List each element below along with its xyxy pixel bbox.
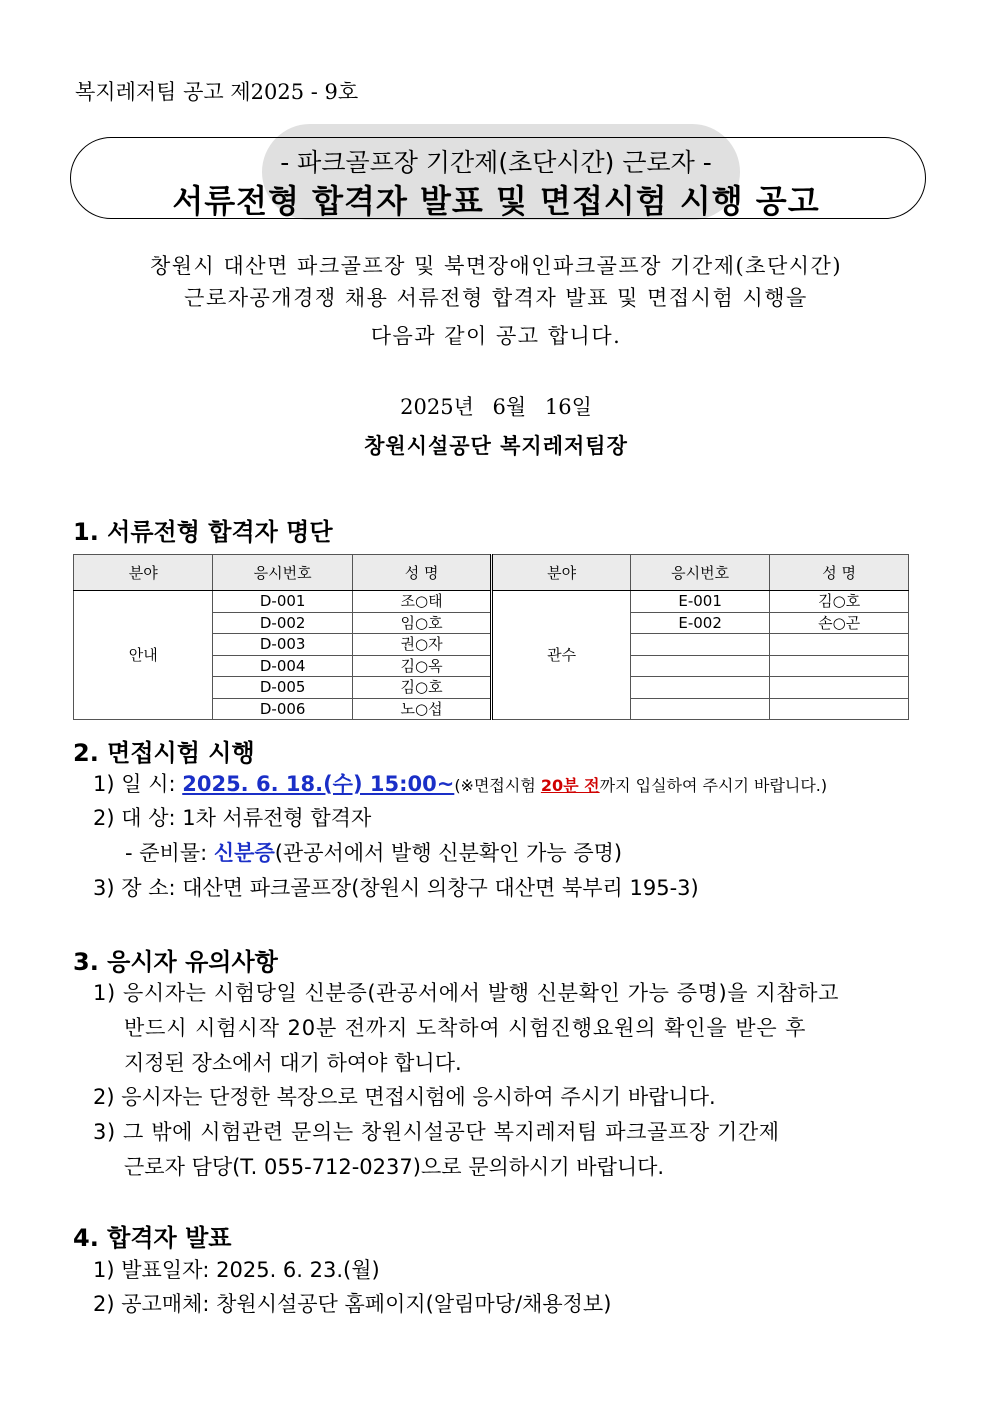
number-cell (630, 655, 769, 677)
number-cell (630, 677, 769, 699)
number-cell: D-003 (213, 634, 352, 656)
header-name: 성 명 (770, 555, 909, 591)
notice-item-2: 2) 응시자는 단정한 복장으로 면접시험에 응시하여 주시기 바랍니다. (93, 1085, 716, 1109)
number-cell: D-005 (213, 677, 352, 699)
number-cell: D-004 (213, 655, 352, 677)
number-cell: E-002 (630, 612, 769, 634)
name-cell: 노○섭 (352, 698, 491, 720)
intro-line-1: 창원시 대산면 파크골프장 및 북면장애인파크골프장 기간제(초단시간) (149, 254, 843, 278)
passer-table (73, 554, 909, 720)
number-cell: D-002 (213, 612, 352, 634)
notice-item-3: 3) 그 밖에 시험관련 문의는 창원시설공단 복지레저팀 파크골프장 기간제 (93, 1120, 780, 1144)
header-field: 분야 (74, 555, 213, 591)
page-title: 서류전형 합격자 발표 및 면접시험 시행 공고 (172, 182, 820, 220)
number-cell: D-001 (213, 591, 352, 613)
number-cell (630, 698, 769, 720)
header-name: 성 명 (352, 555, 491, 591)
name-cell (770, 634, 909, 656)
name-cell: 권○자 (352, 634, 491, 656)
issuer: 창원시설공단 복지레저팀장 (364, 433, 628, 458)
name-cell: 손○곤 (770, 612, 909, 634)
notice-number: 복지레저팀 공고 제2025 - 9호 (75, 80, 359, 104)
announce-date: 1) 발표일자: 2025. 6. 23.(월) (93, 1258, 380, 1282)
number-cell (630, 634, 769, 656)
interview-place: 3) 장 소: 대산면 파크골프장(창원시 의창구 대산면 북부리 195-3) (93, 876, 699, 900)
prep-label: - 준비물: (125, 841, 214, 865)
section-4-heading: 4. 합격자 발표 (73, 1224, 232, 1252)
arrival-note-a: (※면접시험 (454, 776, 541, 795)
name-cell: 김○호 (770, 591, 909, 613)
name-cell (770, 698, 909, 720)
name-cell: 조○태 (352, 591, 491, 613)
table-header-row (74, 555, 909, 591)
table-row (74, 591, 909, 613)
notice-item-1-cont: 지정된 장소에서 대기 하여야 합니다. (124, 1051, 462, 1075)
interview-target: 2) 대 상: 1차 서류전형 합격자 (93, 806, 372, 830)
interview-datetime-value: 2025. 6. 18.(수) 15:00~ (182, 772, 455, 796)
name-cell (770, 655, 909, 677)
section-1-heading: 1. 서류전형 합격자 명단 (73, 518, 333, 546)
prep-id-card: 신분증 (213, 841, 275, 865)
arrival-note-highlight: 20분 전 (540, 776, 600, 795)
notice-item-1-cont: 반드시 시험시작 20분 전까지 도착하여 시험진행요원의 확인을 받은 후 (124, 1016, 807, 1040)
section-3-heading: 3. 응시자 유의사항 (73, 948, 278, 976)
name-cell: 김○옥 (352, 655, 491, 677)
interview-datetime (93, 768, 827, 802)
intro-line-2: 근로자공개경쟁 채용 서류전형 합격자 발표 및 면접시험 시행을 (184, 286, 808, 310)
notice-date: 2025년 6월 16일 (400, 395, 592, 419)
arrival-note-b: 까지 입실하여 주시기 바랍니다.) (599, 776, 828, 795)
field-cell: 관수 (492, 591, 631, 720)
interview-prep (125, 837, 622, 869)
announce-media: 2) 공고매체: 창원시설공단 홈페이지(알림마당/채용정보) (93, 1292, 612, 1316)
name-cell: 김○호 (352, 677, 491, 699)
header-number: 응시번호 (213, 555, 352, 591)
field-cell: 안내 (74, 591, 213, 720)
notice-item-3-cont: 근로자 담당(T. 055-712-0237)으로 문의하시기 바랍니다. (124, 1155, 665, 1179)
number-cell: E-001 (630, 591, 769, 613)
title-subtitle: - 파크골프장 기간제(초단시간) 근로자 - (280, 148, 712, 177)
section-2-heading: 2. 면접시험 시행 (73, 739, 255, 767)
notice-item-1: 1) 응시자는 시험당일 신분증(관공서에서 발행 신분확인 가능 증명)을 지참하고 (93, 981, 840, 1005)
name-cell: 임○호 (352, 612, 491, 634)
datetime-label: 1) 일 시: (93, 772, 183, 796)
header-field: 분야 (492, 555, 631, 591)
number-cell: D-006 (213, 698, 352, 720)
header-number: 응시번호 (630, 555, 769, 591)
name-cell (770, 677, 909, 699)
prep-detail: (관공서에서 발행 신분확인 가능 증명) (274, 841, 623, 865)
intro-line-3: 다음과 같이 공고 합니다. (370, 324, 622, 348)
